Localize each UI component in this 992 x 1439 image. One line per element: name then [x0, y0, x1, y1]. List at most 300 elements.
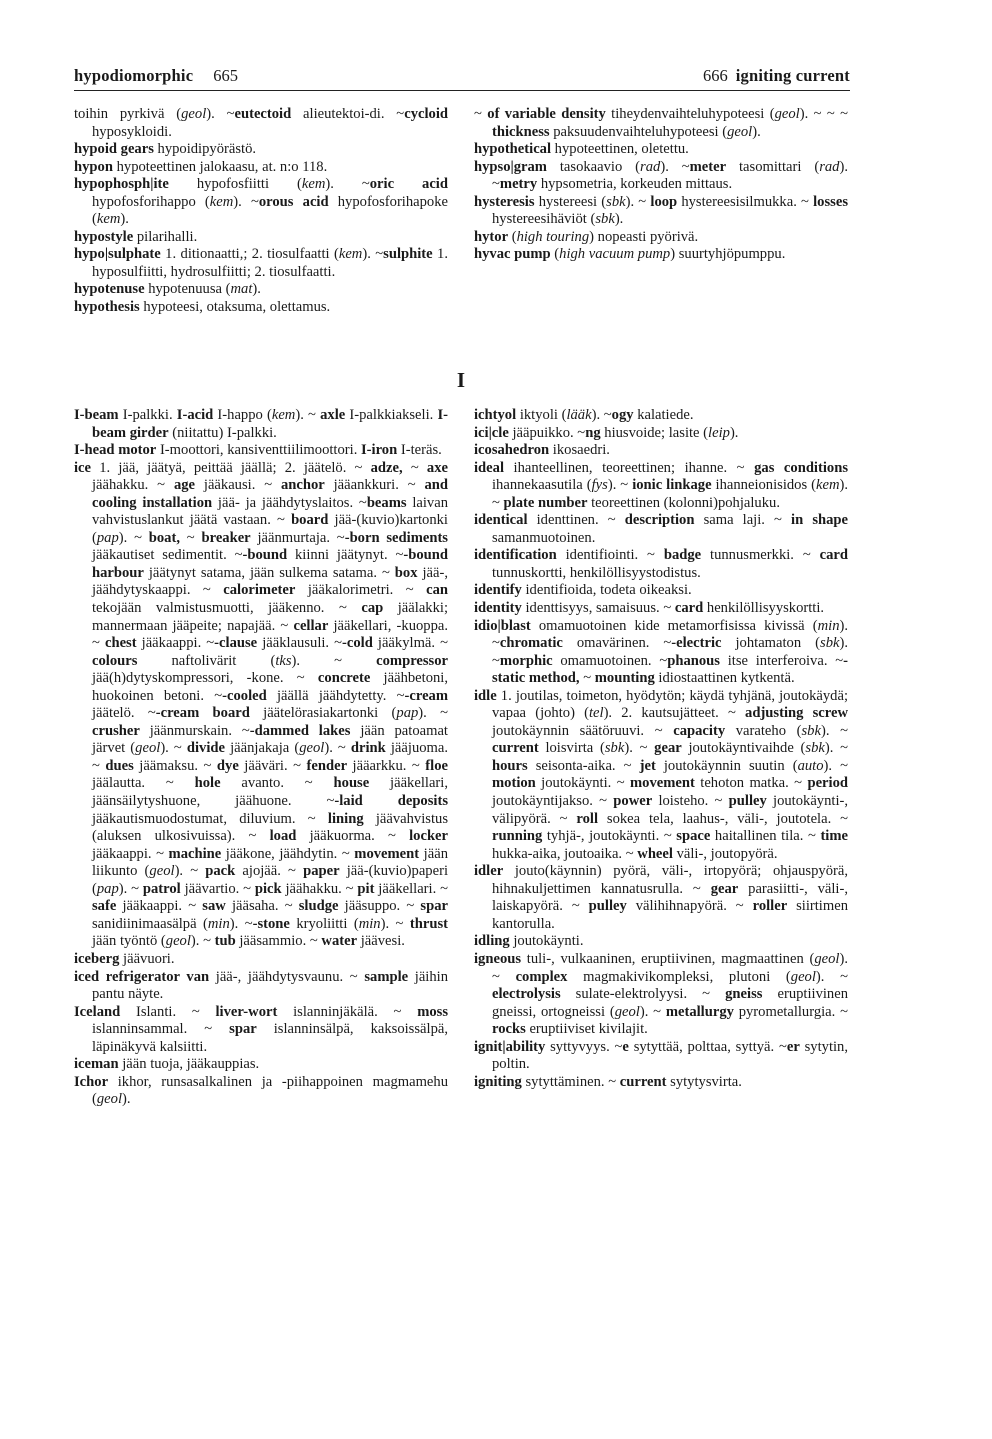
headword: adze,	[370, 459, 403, 476]
definition-text: hypsometria, korkeuden mittaus.	[537, 176, 733, 193]
headword: adjusting screw	[745, 705, 848, 722]
headword: -cooled	[222, 687, 267, 704]
headword: boat,	[148, 529, 180, 546]
definition-text: hystereesi (	[534, 193, 607, 210]
dictionary-entry	[474, 194, 848, 229]
definition-text: I-moottori, kansiventtiilimoottori.	[156, 442, 361, 459]
headword: idio|blast	[474, 617, 531, 634]
right-page-number: 666	[702, 66, 728, 85]
definition-text: omamuotoinen kide metamorfisissa kivissä (	[530, 617, 818, 634]
definition-text: tasomittari (	[726, 158, 820, 175]
headword: pulley	[728, 793, 767, 810]
definition-text: jääkone, jäähdytin. ~	[221, 845, 355, 862]
headword: -bound harbour	[92, 547, 448, 581]
definition-text: hypoteesi, otaksuma, olettamus.	[139, 299, 331, 316]
dictionary-entry	[474, 547, 848, 582]
definition-text: väli-, joutopyörä.	[672, 845, 778, 862]
dictionary-entry	[474, 951, 848, 1039]
definition-text: alieutektoi-di. ~	[291, 106, 405, 122]
headword: -electric	[671, 635, 722, 652]
definition-text: ~	[579, 670, 595, 687]
headword: locker	[409, 828, 449, 845]
definition-text: hypoidipyörästö.	[153, 141, 257, 158]
field-label: kem	[209, 193, 234, 210]
header-right	[683, 66, 850, 86]
headword: hypso|gram	[474, 158, 547, 175]
definition-text: ihannekaasutila (	[492, 477, 592, 494]
headword: safe	[92, 898, 117, 915]
definition-text: jää(h)dytyskompressori, -kone. ~	[92, 670, 318, 687]
headword: -born sediments	[344, 529, 448, 546]
headword: box	[394, 564, 418, 581]
definition-text: joutokäyntijakso. ~	[492, 793, 614, 810]
headword: gas conditions	[754, 459, 848, 476]
headword: idle	[474, 687, 497, 704]
definition-text: hiusvoide; lasite (	[600, 424, 709, 441]
definition-text: laivan vahvistuslankut jäätä vastaan. ~	[92, 494, 448, 529]
headword: -laid deposits	[334, 793, 449, 810]
field-label: kem	[338, 246, 363, 263]
definition-text: ). ~	[380, 915, 410, 932]
page-header	[74, 66, 850, 91]
headword: of variable density	[487, 106, 606, 122]
headword: spar	[229, 1021, 257, 1038]
field-label: tks	[275, 652, 292, 669]
definition-text: jää-(kuvio)kartonki (	[92, 512, 448, 546]
headword: hypothetical	[474, 141, 552, 158]
definition-text: ). ~	[190, 933, 215, 950]
headword: machine	[168, 845, 222, 862]
field-label: geol	[727, 123, 753, 140]
dictionary-entry	[474, 425, 848, 443]
definition-text: ). ~	[607, 477, 633, 494]
headword: capacity	[673, 722, 726, 739]
definition-text: jäämaksu. ~	[133, 757, 217, 774]
dictionary-entry	[474, 688, 848, 863]
definition-text: identifioida, todeta oikeaksi.	[521, 582, 692, 599]
headword: house	[333, 775, 370, 792]
dictionary-entry	[74, 951, 448, 969]
dictionary-entry	[474, 246, 848, 264]
definition-text: tuli-, vulkaaninen, eruptiivinen, magmaattinen (	[521, 950, 815, 967]
definition-text: ).	[122, 1091, 131, 1108]
definition-text: jääkausi. ~	[195, 477, 281, 494]
headword: thickness	[492, 123, 550, 140]
definition-text: jää- ja jäähdytyslaitos. ~	[212, 494, 367, 511]
definition-text: 1. hyposulfiitti, hydrosulfiitti; 2. tiosulfaatti.	[92, 246, 448, 280]
headword: movement	[630, 775, 695, 792]
definition-text: jäänjakaja (	[225, 740, 300, 757]
definition-text: joutokäynti-, välipyörä. ~	[492, 793, 849, 827]
field-label: high vacuum pump	[559, 246, 671, 263]
definition-text: jäätelö. ~	[92, 705, 156, 722]
headword: iceberg	[74, 950, 120, 967]
definition-text: ).	[252, 281, 261, 298]
field-label: auto	[797, 757, 824, 774]
headword: sulphite	[383, 246, 433, 263]
headword: mounting	[594, 670, 655, 687]
headword: lining	[327, 810, 364, 827]
headword: sample	[364, 968, 409, 985]
definition-text: jääsammio. ~	[235, 933, 322, 950]
definition-text: haitallinen tila. ~	[710, 828, 821, 845]
field-label: kem	[301, 176, 326, 193]
definition-text: sytyttäminen. ~	[521, 1073, 620, 1090]
definition-text: avanto. ~	[220, 775, 334, 792]
definition-text: henkilöllisyyskortti.	[703, 600, 825, 617]
headword: hours	[492, 757, 528, 774]
field-label: tel	[588, 705, 604, 722]
definition-text: I-happo (	[213, 407, 272, 423]
field-label: geol	[614, 1003, 640, 1020]
definition-text: jään tuoja, jääkauppias.	[118, 1056, 260, 1073]
definition-text: paksuudenvaihteluhypoteesi (	[549, 123, 728, 140]
definition-text: jääkellari. ~	[374, 880, 448, 897]
headword: space	[676, 828, 711, 845]
field-label: min	[817, 617, 840, 634]
field-label: mat	[230, 281, 253, 298]
headword: wheel	[637, 845, 673, 862]
headword: movement	[354, 845, 420, 862]
definition-text: islanninjäkälä. ~	[277, 1003, 418, 1020]
definition-text: joutokäynnin säätöruuvi. ~	[492, 722, 674, 739]
headword: ionic linkage	[632, 477, 712, 494]
definition-text: hypofosfiitti (	[168, 176, 302, 193]
definition-text: siirtimen kantorulla.	[492, 898, 848, 932]
right-column-bottom	[474, 407, 848, 1091]
dictionary-entry	[474, 1039, 848, 1074]
headword: floe	[425, 757, 448, 774]
definition-text: ajojää. ~	[235, 863, 304, 880]
definition-text: samanmuotoinen.	[492, 529, 596, 546]
definition-text: ) nopeasti pyörivä.	[589, 228, 699, 245]
dictionary-entry	[74, 1056, 448, 1074]
definition-text: jääkautiset sedimentit. ~	[92, 547, 243, 564]
definition-text: islanninsälpä, kaksoissälpä, läpinäkyvä kalsiitti.	[92, 1021, 448, 1055]
headword: ignit|ability	[474, 1038, 546, 1055]
headword: I-beam girder	[92, 407, 448, 441]
definition-text: identifiointi. ~	[556, 547, 664, 564]
definition-text: jäälakki; mannermaan jääpeite; napajää. ~	[92, 600, 448, 634]
headword: colours	[92, 652, 138, 669]
headword: current	[619, 1073, 667, 1090]
definition-text: pilarihalli.	[133, 228, 198, 245]
definition-text: 1. jää, jäätyä, peittää jäällä; 2. jäätelö. ~	[91, 459, 371, 476]
field-label: geol	[165, 933, 191, 950]
headword: beams	[366, 494, 407, 511]
headword: time	[820, 828, 848, 845]
definition-text: ). ~	[118, 529, 149, 546]
headword: complex	[515, 968, 568, 985]
headword: gear	[654, 740, 682, 757]
headword: pit	[357, 880, 375, 897]
headword: sludge	[298, 898, 339, 915]
headword: badge	[663, 547, 702, 564]
definition-text: ). ~	[174, 863, 206, 880]
field-label: pap	[396, 705, 419, 722]
headword: age	[173, 477, 196, 494]
headword: I-beam	[74, 407, 119, 423]
definition-text: jääarkku. ~	[347, 757, 426, 774]
field-label: sbk	[595, 211, 615, 228]
definition-text: loisvirta (	[538, 740, 605, 757]
definition-text: I-palkki.	[118, 407, 177, 423]
definition-text: ). ~	[824, 740, 848, 757]
headword: crusher	[92, 722, 140, 739]
dictionary-entry	[474, 442, 848, 460]
headword: cap	[361, 600, 384, 617]
headword: -cold	[342, 635, 373, 652]
definition-text: jääsuppo. ~	[338, 898, 421, 915]
right-guide-word: igniting current	[735, 66, 850, 85]
dictionary-entry	[474, 460, 848, 513]
headword: ice	[74, 459, 92, 476]
headword: loop	[650, 193, 678, 210]
field-label: geol	[181, 106, 207, 122]
definition-text: hypofosforihappo (	[92, 193, 210, 210]
definition-text: ). ~	[492, 477, 849, 511]
headword: pack	[205, 863, 236, 880]
definition-text: ). ~	[362, 246, 384, 263]
definition-text: jääkellari, jäänsäilytyshuone, jäähuone. ~	[92, 775, 448, 810]
headword: ogy	[611, 407, 634, 423]
definition-text: identtinen. ~	[527, 512, 625, 529]
definition-text: ). ~	[233, 193, 259, 210]
field-label: high touring	[516, 228, 590, 245]
definition-text: ). ~	[639, 1003, 666, 1020]
definition-text: ).	[614, 211, 624, 228]
definition-text: ~	[474, 106, 488, 122]
definition-text: jäihin pantu näyte.	[92, 968, 448, 1003]
field-label: pap	[96, 880, 119, 897]
headword: ideal	[474, 459, 504, 476]
headword: Iceland	[74, 1003, 121, 1020]
headword: hysteresis	[474, 193, 535, 210]
headword: in shape	[791, 512, 849, 529]
field-label: lääk	[566, 407, 592, 423]
headword: hypostyle	[74, 228, 134, 245]
definition-text: ikhor, runsasalkalinen ja -piihappoinen magmamehu (	[92, 1073, 448, 1108]
definition-text: teoreettinen (kolonni)pohjaluku.	[587, 494, 780, 511]
definition-text: jääjuoma. ~	[92, 740, 449, 774]
left-page-number: 665	[213, 66, 238, 85]
headword: period	[807, 775, 848, 792]
definition-text: jouto(käynnin) pyörä, väli-, irtopyörä; ohjauspyörä, hihnakuljettimen kannatusrulla. ~	[492, 863, 848, 897]
definition-text: eruptiivinen gneissi, ortogneissi (	[492, 986, 849, 1020]
headword: -clause	[214, 635, 258, 652]
definition-text: ). ~	[492, 617, 848, 652]
definition-text: syttyvyys. ~	[545, 1038, 623, 1055]
definition-text: joutokäyntivaihde (	[681, 740, 806, 757]
definition-text: ). ~	[492, 635, 848, 669]
headword: phanous	[667, 652, 720, 669]
headword: pick	[254, 880, 282, 897]
definition-text: ). ~	[815, 968, 848, 985]
headword: Ichor	[74, 1073, 109, 1090]
headword: identify	[474, 582, 522, 599]
headword: jet	[639, 757, 656, 774]
headword: pulley	[588, 898, 627, 915]
definition-text: toihin pyrkivä (	[74, 106, 182, 122]
headword: -bound	[242, 547, 288, 564]
headword: identity	[474, 600, 522, 617]
right-column-top	[474, 106, 848, 264]
headword: fender	[306, 757, 348, 774]
definition-text: jääankkuri. ~	[324, 477, 425, 494]
headword: plate number	[503, 494, 588, 511]
headword: er	[786, 1038, 800, 1055]
headword: -dammed lakes	[249, 722, 351, 739]
headword: roller	[752, 898, 788, 915]
headword: cycloid	[404, 106, 448, 122]
definition-text: ). ~	[206, 106, 235, 122]
definition-text: ). ~	[324, 740, 351, 757]
definition-text: ). ~	[492, 158, 848, 193]
definition-text: ). ~	[624, 740, 655, 757]
definition-text: itse interferoiva. ~	[719, 652, 844, 669]
headword: power	[613, 793, 653, 810]
definition-text: tehoton matka. ~	[694, 775, 808, 792]
headword: meter	[689, 158, 727, 175]
field-label: geol	[790, 968, 816, 985]
headword: metallurgy	[665, 1003, 734, 1020]
definition-text: jääpuikko. ~	[508, 424, 586, 441]
definition-text: identtisyys, samaisuus. ~	[521, 600, 675, 617]
headword: icosahedron	[474, 442, 550, 459]
definition-text: Islanti. ~	[120, 1003, 216, 1020]
section-letter: I	[456, 368, 466, 392]
definition-text: jää-(kuvio)paperi (	[92, 863, 448, 897]
dictionary-entry	[74, 106, 448, 141]
definition-text: jääkuorma. ~	[296, 828, 410, 845]
left-column-bottom	[74, 407, 448, 1109]
headword: moss	[417, 1003, 448, 1020]
definition-text: naftolivärit (	[137, 652, 276, 669]
definition-text: ihanneionisidos (	[711, 477, 816, 494]
definition-text: sanidiinimaasälpä (	[92, 915, 208, 932]
dictionary-entry	[474, 618, 848, 688]
headword: thrust	[409, 915, 448, 932]
headword: can	[426, 582, 448, 599]
definition-text: jääkaappi. ~	[92, 845, 169, 862]
headword: rocks	[492, 1021, 526, 1038]
definition-text: iktyoli (	[516, 407, 567, 423]
definition-text: loisteho. ~	[652, 793, 729, 810]
headword: iceman	[74, 1056, 119, 1073]
headword: -cream	[404, 687, 448, 704]
definition-text: tekojään valmistusmuotti, jääkenno. ~	[92, 600, 362, 617]
definition-text: jään työntö (	[92, 933, 166, 950]
dictionary-entry	[74, 460, 448, 951]
definition-text: (niitattu) I-palkki.	[168, 424, 277, 441]
definition-text: omavärinen. ~	[562, 635, 672, 652]
definition-text: jään patoamat järvet (	[92, 722, 448, 757]
definition-text: ).	[752, 123, 761, 140]
dictionary-entry	[74, 176, 448, 229]
dictionary-entry	[74, 1074, 448, 1109]
headword: electrolysis	[492, 986, 561, 1003]
definition-text: jäävartio. ~	[180, 880, 255, 897]
headword: -cream board	[155, 705, 250, 722]
field-label: sbk	[604, 740, 625, 757]
definition-text: jää-, jäähdytysvaunu. ~	[209, 968, 365, 985]
definition-text: ). ~	[325, 176, 370, 193]
definition-text: jääkellari, -kuoppa. ~	[92, 617, 449, 652]
headword: drink	[350, 740, 386, 757]
definition-text: hyposykloidi.	[92, 123, 172, 140]
definition-text: hystereesisilmukka. ~	[677, 193, 814, 210]
definition-text: (	[508, 228, 517, 245]
headword: -static method,	[492, 652, 848, 687]
definition-text: pyrometallurgia. ~	[733, 1003, 848, 1020]
headword: breaker	[201, 529, 251, 546]
headword: current	[492, 740, 539, 757]
field-label: geol	[814, 950, 840, 967]
dictionary-entry	[474, 106, 848, 141]
field-label: rad	[640, 158, 661, 175]
headword: anchor	[280, 477, 325, 494]
definition-text: ).	[729, 424, 739, 441]
definition-text: sytytysvirta.	[666, 1073, 742, 1090]
dictionary-entry	[74, 1004, 448, 1057]
field-label: min	[207, 915, 230, 932]
headword: ici|cle	[474, 424, 509, 441]
field-label: geol	[149, 863, 175, 880]
definition-text: ). ~	[160, 740, 187, 757]
headword: cellar	[293, 617, 329, 634]
field-label: fys	[591, 477, 608, 494]
headword: compressor	[376, 652, 449, 669]
headword: ng	[585, 424, 601, 441]
headword: losses	[813, 193, 848, 210]
definition-text: jäävesi.	[357, 933, 405, 950]
definition-text: jääkautismuodostumat, diluvium. ~	[92, 810, 328, 827]
definition-text: ). ~ ~ ~	[799, 106, 849, 122]
definition-text: sytyttää, polttaa, syttyä. ~	[628, 1038, 787, 1055]
definition-text: hypoteettinen, oletettu.	[551, 141, 689, 158]
field-label: kem	[271, 407, 296, 423]
headword: identical	[474, 512, 528, 529]
headword: running	[492, 828, 543, 845]
headword: roll	[576, 810, 599, 827]
headword: I-head motor	[74, 442, 157, 459]
definition-text: ). ~	[418, 705, 448, 722]
field-label: sbk	[820, 635, 840, 652]
definition-text: ).	[120, 211, 129, 228]
definition-text: jäällä jäähdytetty. ~	[266, 687, 405, 704]
definition-text: I-teräs.	[397, 442, 442, 459]
field-label: pap	[96, 529, 119, 546]
field-label: min	[358, 915, 381, 932]
headword: dye	[216, 757, 239, 774]
headword: hypophosph|ite	[74, 176, 169, 193]
headword: concrete	[317, 670, 371, 687]
definition-text: hypotenuusa (	[144, 281, 231, 298]
definition-text: sama laji. ~	[694, 512, 792, 529]
headword: tub	[214, 933, 236, 950]
headword: iced refrigerator van	[74, 968, 210, 985]
field-label: kem	[816, 477, 840, 494]
headword: hypon	[74, 158, 113, 175]
definition-text: ). ~	[591, 407, 612, 423]
definition-text: ). 2. kautsujätteet. ~	[603, 705, 746, 722]
headword: igniting	[474, 1073, 522, 1090]
definition-text: välihihnapyörä. ~	[626, 898, 753, 915]
headword: chromatic	[499, 635, 563, 652]
headword: hypoid gears	[74, 141, 154, 158]
headword: axle	[320, 407, 346, 423]
field-label: rad	[819, 158, 840, 175]
